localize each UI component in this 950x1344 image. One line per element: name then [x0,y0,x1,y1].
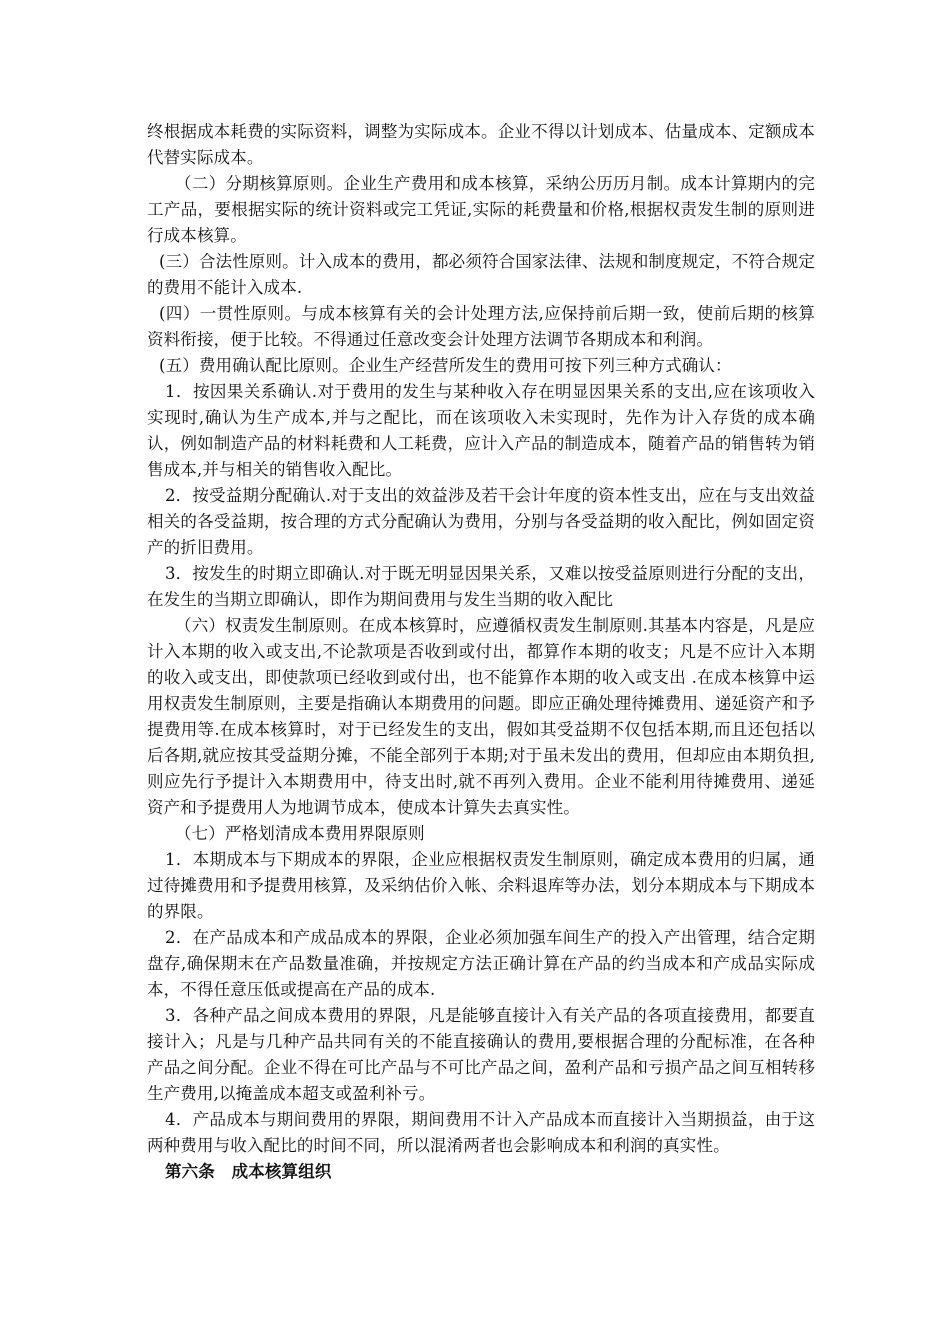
paragraph-wip-boundary: 2．在产品成本和产成品成本的界限，企业必须加强车间生产的投入产出管理，结合定期盘存,确保期末在产品数量准确，并按规定方法正确计算在产品的约当成本和产成品实际成本，不得任意压低或提高在产品的成本. [147,928,815,999]
paragraph-cost-boundaries: （七）严格划清成本费用界限原则 [175,824,425,843]
paragraph-expense-matching: (五）费用确认配比原则。企业生产经营所发生的费用可按下列三种方式确认： [159,356,732,375]
paragraph-period-boundary: 1．本期成本与下期成本的界限，企业应根据权责发生制原则，确定成本费用的归属，通过待摊费用和予提费用核算，及采纳估价入帐、余料退库等办法，划分本期成本与下期成本的界限。 [147,850,815,921]
paragraph-product-boundary: 3．各种产品之间成本费用的界限，凡是能够直接计入有关产品的各项直接费用，都要直接计入；凡是与几种产品共同有关的不能直接确认的费用,要根据合理的分配标准，在各种产品之间分配。企业不得在可比产品与不可比产品之间，盈利产品和亏损产品之间互相转移生产费用,以掩盖成本超支或盈利补亏。 [147,1006,815,1103]
paragraph-legality: (三）合法性原则。计入成本的费用，都必须符合国家法律、法规和制度规定，不符合规定的费用不能计入成本. [147,252,815,297]
paragraph-cost-continuation: 终根据成本耗费的实际资料，调整为实际成本。企业不得以计划成本、估量成本、定额成本代替实际成本。 [147,122,815,167]
document-body [147,119,815,1185]
paragraph-benefit-period: 2．按受益期分配确认.对于支出的效益涉及若干会计年度的资本性支出，应在与支出效益相关的各受益期，按合理的方式分配确认为费用，分别与各受益期的收入配比，例如固定资产的折旧费用。 [147,486,815,557]
paragraph-periodic-accounting: （二）分期核算原则。企业生产费用和成本核算，采纳公历历月制。成本计算期内的完工产品，要根据实际的统计资料或完工凭证,实际的耗费量和价格,根据权责发生制的原则进行成本核算。 [147,174,815,245]
paragraph-immediate-recognition: 3．按发生的时期立即确认.对于既无明显因果关系，又难以按受益原则进行分配的支出，在发生的当期立即确认，即作为期间费用与发生当期的收入配比 [147,564,815,609]
section-heading: 第六条 成本核算组织 [165,1162,332,1181]
paragraph-accrual-basis: （六）权责发生制原则。在成本核算时，应遵循权责发生制原则.其基本内容是，凡是应计入本期的收入或支出,不论款项是否收到或付出，都算作本期的收支；凡是不应计入本期的收入或支出，即使款项已经收到或付出，也不能算作本期的收入或支出 .在成本核算中运用权责发生制原则，主要是指确认本期费用的问题。即应正确处理待摊费用、递延资产和予提费用等.在成本核算时，对于已经发生的支出，假如其受益期不仅包括本期,而且还包括以后各期,就应按其受益期分摊，不能全部列于本期;对于虽未发出的费用，但却应由本期负担,则应先行予提计入本期费用中，待支出时,就不再列入费用。企业不能利用待摊费用、递延资产和予提费用人为地调节成本，使成本计算失去真实性。 [147,616,815,817]
paragraph-period-expense-boundary: 4．产品成本与期间费用的界限，期间费用不计入产品成本而直接计入当期损益，由于这两种费用与收入配比的时间不同，所以混淆两者也会影响成本和利润的真实性。 [147,1110,815,1155]
paragraph-consistency: (四）一贯性原则。与成本核算有关的会计处理方法,应保持前后期一致，使前后期的核算资料衔接，便于比较。不得通过任意改变会计处理方法调节各期成本和利润。 [147,304,815,349]
paragraph-causal-recognition: 1．按因果关系确认.对于费用的发生与某种收入存在明显因果关系的支出,应在该项收入实现时,确认为生产成本,并与之配比，而在该项收入未实现时，先作为计入存货的成本确认，例如制造产品的材料耗费和人工耗费，应计入产品的制造成本，随着产品的销售转为销售成本,并与相关的销售收入配比。 [147,382,815,479]
